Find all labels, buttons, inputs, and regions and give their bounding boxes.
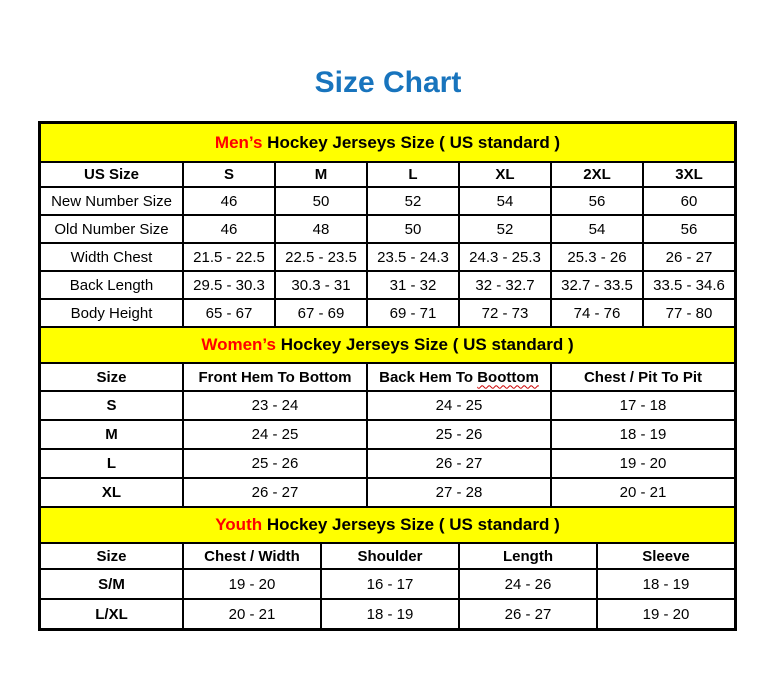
- mens-size-table: [39, 122, 736, 328]
- cell: 26 - 27: [367, 449, 551, 478]
- cell: 20 - 21: [551, 478, 735, 507]
- youth-section-header: [40, 507, 735, 543]
- cell: 52: [459, 215, 551, 243]
- mens-col-2xl: 2XL: [551, 162, 643, 187]
- row-label: XL: [40, 478, 183, 507]
- cell: 50: [367, 215, 459, 243]
- cell: 23.5 - 24.3: [367, 243, 459, 271]
- table-row-womens-l: [40, 449, 735, 478]
- cell: 46: [183, 215, 275, 243]
- youth-size-table: [39, 506, 736, 630]
- cell: 22.5 - 23.5: [275, 243, 367, 271]
- table-row-youth-lxl: [40, 599, 735, 629]
- cell: 25.3 - 26: [551, 243, 643, 271]
- table-row-womens-m: [40, 420, 735, 449]
- row-label: S: [40, 391, 183, 420]
- mens-column-header-row: [40, 162, 735, 187]
- cell: 20 - 21: [183, 599, 321, 629]
- cell: 24 - 26: [459, 569, 597, 599]
- table-row-old-number-size: [40, 215, 735, 243]
- row-label: Body Height: [40, 299, 183, 327]
- youth-highlight-label: Youth: [215, 515, 263, 534]
- mens-highlight-label: Men’s: [214, 132, 263, 152]
- row-label: Width Chest: [40, 243, 183, 271]
- cell: 31 - 32: [367, 271, 459, 299]
- cell: 67 - 69: [275, 299, 367, 327]
- cell: 18 - 19: [597, 569, 735, 599]
- womens-col-back-hem: [367, 363, 551, 391]
- page-title: Size Chart: [314, 66, 462, 99]
- cell: 24 - 25: [183, 420, 367, 449]
- row-label: Back Length: [40, 271, 183, 299]
- table-row-youth-sm: [40, 569, 735, 599]
- youth-col-sleeve: Sleeve: [597, 543, 735, 569]
- cell: 26 - 27: [459, 599, 597, 629]
- cell: 29.5 - 30.3: [183, 271, 275, 299]
- cell: 56: [643, 215, 735, 243]
- cell: 26 - 27: [643, 243, 735, 271]
- cell: 18 - 19: [321, 599, 459, 629]
- table-row-back-length: [40, 271, 735, 299]
- cell: 50: [275, 187, 367, 215]
- youth-header-rest: Hockey Jerseys Size ( US standard ): [262, 515, 560, 534]
- cell: 46: [183, 187, 275, 215]
- table-row-width-chest: [40, 243, 735, 271]
- womens-header-rest: Hockey Jerseys Size ( US standard ): [275, 335, 574, 354]
- cell: 60: [643, 187, 735, 215]
- cell: 69 - 71: [367, 299, 459, 327]
- cell: 19 - 20: [597, 599, 735, 629]
- row-label: S/M: [40, 569, 183, 599]
- womens-size-table: [39, 326, 736, 508]
- cell: 32.7 - 33.5: [551, 271, 643, 299]
- youth-col-length: Length: [459, 543, 597, 569]
- cell: 72 - 73: [459, 299, 551, 327]
- cell: 19 - 20: [183, 569, 321, 599]
- womens-col-front-hem: Front Hem To Bottom: [183, 363, 367, 391]
- mens-col-xl: XL: [459, 162, 551, 187]
- size-chart-tables: [38, 121, 737, 631]
- youth-column-header-row: [40, 543, 735, 569]
- cell: 26 - 27: [183, 478, 367, 507]
- row-label: Old Number Size: [40, 215, 183, 243]
- mens-col-us-size: US Size: [40, 162, 183, 187]
- row-label: L: [40, 449, 183, 478]
- cell: 48: [275, 215, 367, 243]
- womens-section-header-row: [40, 327, 735, 363]
- cell: 56: [551, 187, 643, 215]
- cell: 52: [367, 187, 459, 215]
- cell: 33.5 - 34.6: [643, 271, 735, 299]
- youth-col-shoulder: Shoulder: [321, 543, 459, 569]
- youth-col-size: Size: [40, 543, 183, 569]
- womens-col-chest-pit: Chest / Pit To Pit: [551, 363, 735, 391]
- row-label: New Number Size: [40, 187, 183, 215]
- table-row-womens-s: [40, 391, 735, 420]
- mens-section-header: [40, 123, 735, 162]
- table-row-new-number-size: [40, 187, 735, 215]
- cell: 24.3 - 25.3: [459, 243, 551, 271]
- cell: 65 - 67: [183, 299, 275, 327]
- cell: 25 - 26: [183, 449, 367, 478]
- youth-col-chest-width: Chest / Width: [183, 543, 321, 569]
- womens-highlight-label: Women’s: [201, 335, 276, 354]
- cell: 23 - 24: [183, 391, 367, 420]
- youth-section-header-row: [40, 507, 735, 543]
- cell: 25 - 26: [367, 420, 551, 449]
- misspelled-word: Boottom: [477, 368, 539, 386]
- cell: 19 - 20: [551, 449, 735, 478]
- mens-col-m: M: [275, 162, 367, 187]
- cell: 54: [551, 215, 643, 243]
- cell: 77 - 80: [643, 299, 735, 327]
- cell: 24 - 25: [367, 391, 551, 420]
- row-label: L/XL: [40, 599, 183, 629]
- cell: 32 - 32.7: [459, 271, 551, 299]
- row-label: M: [40, 420, 183, 449]
- womens-col-size: Size: [40, 363, 183, 391]
- cell: 54: [459, 187, 551, 215]
- cell: 21.5 - 22.5: [183, 243, 275, 271]
- table-row-womens-xl: [40, 478, 735, 507]
- cell: 74 - 76: [551, 299, 643, 327]
- cell: 18 - 19: [551, 420, 735, 449]
- table-row-body-height: [40, 299, 735, 327]
- mens-col-3xl: 3XL: [643, 162, 735, 187]
- mens-col-l: L: [367, 162, 459, 187]
- womens-section-header: [40, 327, 735, 363]
- cell: 16 - 17: [321, 569, 459, 599]
- womens-column-header-row: [40, 363, 735, 391]
- back-hem-prefix: Back Hem To: [379, 368, 478, 386]
- cell: 30.3 - 31: [275, 271, 367, 299]
- cell: 17 - 18: [551, 391, 735, 420]
- mens-section-header-row: [40, 123, 735, 162]
- mens-header-rest: Hockey Jerseys Size ( US standard ): [262, 132, 561, 152]
- cell: 27 - 28: [367, 478, 551, 507]
- mens-col-s: S: [183, 162, 275, 187]
